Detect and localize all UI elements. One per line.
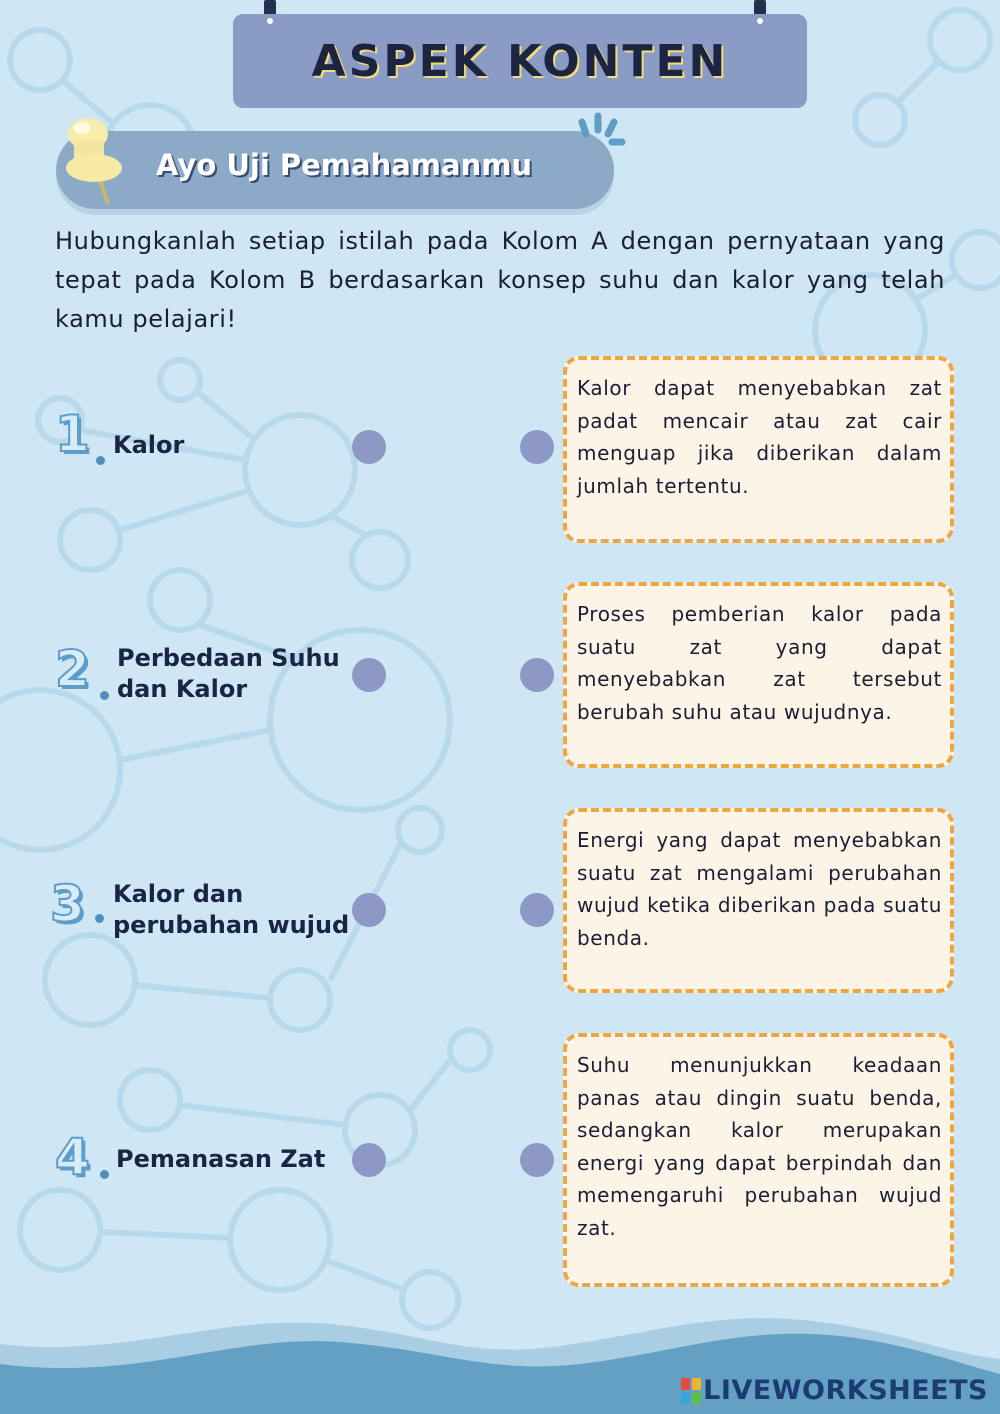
hanger-dot-right bbox=[757, 18, 763, 24]
item-2-term bbox=[117, 643, 340, 705]
statement-4-text: Suhu menunjukkan keadaan panas atau dingin suatu benda, sedangkan kalor merupakan energi yang dapat berpindah dan memengaruhi perubahan wujud zat. bbox=[577, 1053, 942, 1240]
item-4-number-dot bbox=[100, 1170, 109, 1179]
statement-box-2 bbox=[563, 582, 954, 768]
item-2-term-line2: dan Kalor bbox=[117, 675, 248, 703]
brand-text: LIVEWORKSHEETS bbox=[703, 1375, 988, 1406]
statement-box-4 bbox=[563, 1033, 954, 1287]
section-subtitle: Ayo Uji Pemahamanmu bbox=[156, 148, 533, 182]
page-title: ASPEK KONTEN bbox=[311, 35, 729, 87]
connector-dot-b-4[interactable] bbox=[520, 1143, 554, 1177]
item-2-number-dot bbox=[100, 691, 109, 700]
connector-dot-a-3[interactable] bbox=[352, 893, 386, 927]
title-board bbox=[233, 14, 807, 108]
item-3-term-line1: Kalor dan bbox=[113, 880, 244, 908]
liveworksheets-logo-icon bbox=[681, 1378, 701, 1404]
connector-dot-a-1[interactable] bbox=[352, 430, 386, 464]
statement-box-1 bbox=[563, 356, 954, 543]
connector-dot-b-1[interactable] bbox=[520, 430, 554, 464]
statement-1-text: Kalor dapat menyebabkan zat padat mencair atau zat cair menguap jika diberikan dalam jumlah tertentu. bbox=[577, 376, 942, 498]
liveworksheets-brand bbox=[681, 1375, 988, 1406]
connector-dot-b-3[interactable] bbox=[520, 893, 554, 927]
item-4-number: 4 bbox=[55, 1128, 90, 1186]
connector-dot-a-4[interactable] bbox=[352, 1143, 386, 1177]
item-4-term bbox=[116, 1144, 325, 1175]
instruction-text: Hubungkanlah setiap istilah pada Kolom A dengan pernyataan yang tepat pada Kolom B berdasarkan konsep suhu dan kalor yang telah kamu pelajari! bbox=[55, 227, 945, 333]
item-3-term-line2: perubahan wujud bbox=[113, 911, 350, 939]
splash-icon bbox=[572, 108, 628, 156]
item-2-term-line1: Perbedaan Suhu bbox=[117, 644, 340, 672]
connector-dot-a-2[interactable] bbox=[352, 658, 386, 692]
item-3-number-dot bbox=[95, 914, 104, 923]
statement-2-text: Proses pemberian kalor pada suatu zat yang dapat menyebabkan zat tersebut berubah suhu atau wujudnya. bbox=[577, 602, 942, 724]
item-1-number: 1 bbox=[55, 405, 90, 463]
item-1-number-dot bbox=[96, 456, 105, 465]
item-2-number: 2 bbox=[55, 640, 90, 698]
item-1-term-line1: Kalor bbox=[113, 431, 185, 459]
item-4-term-line1: Pemanasan Zat bbox=[116, 1145, 326, 1173]
item-3-term bbox=[113, 879, 349, 941]
item-3-number: 3 bbox=[50, 875, 85, 933]
statement-3-text: Energi yang dapat menyebabkan suatu zat mengalami perubahan wujud ketika diberikan pada suatu benda. bbox=[577, 828, 942, 950]
statement-box-3 bbox=[563, 808, 954, 993]
hanger-dot-left bbox=[267, 18, 273, 24]
item-1-term bbox=[113, 430, 184, 461]
connector-dot-b-2[interactable] bbox=[520, 658, 554, 692]
push-pin-icon bbox=[58, 112, 142, 208]
